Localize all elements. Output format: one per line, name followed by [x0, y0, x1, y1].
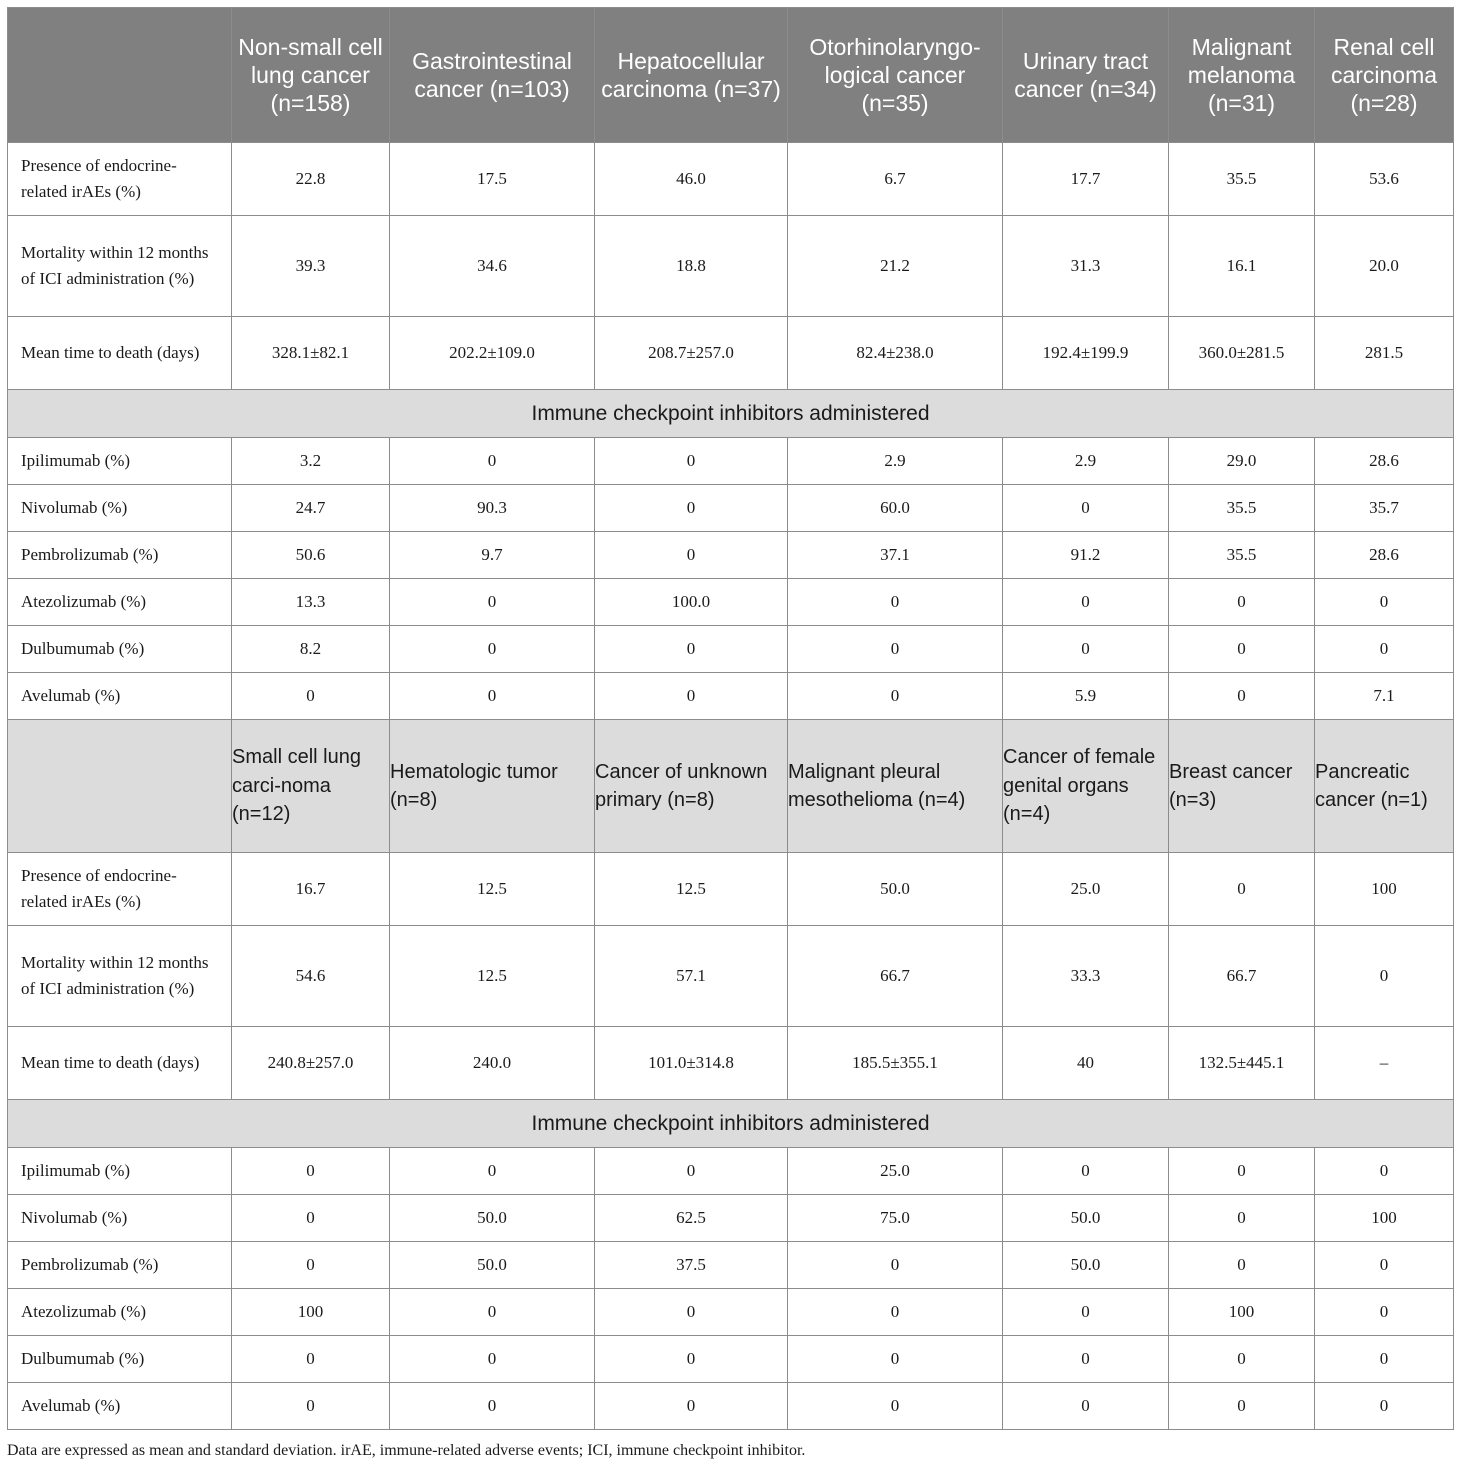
- table-footnote: Data are expressed as mean and standard deviation. irAE, immune-related adverse events; ICI, immune checkpoint inhibitor.: [7, 1442, 806, 1459]
- table-cell: 0: [1315, 579, 1454, 626]
- table-cell: 40: [1003, 1027, 1169, 1100]
- column-header: Cancer of unknown primary (n=8): [595, 720, 788, 853]
- table-cell: 100: [232, 1289, 390, 1336]
- table-cell: 0: [390, 1148, 595, 1195]
- row-label: Dulbumumab (%): [8, 626, 232, 673]
- table-row: [8, 143, 1454, 216]
- table-cell: 66.7: [788, 926, 1003, 1027]
- table-cell: 46.0: [595, 143, 788, 216]
- table-cell: 208.7±257.0: [595, 317, 788, 390]
- header-corner: [8, 720, 232, 853]
- table-cell: 50.0: [1003, 1242, 1169, 1289]
- row-label: Nivolumab (%): [8, 1195, 232, 1242]
- column-header: Urinary tract cancer (n=34): [1003, 8, 1169, 143]
- table-cell: 16.1: [1169, 216, 1315, 317]
- cancer-type-table: [7, 7, 1454, 1430]
- table-cell: 100: [1315, 1195, 1454, 1242]
- table-row: [8, 1242, 1454, 1289]
- table-cell: 132.5±445.1: [1169, 1027, 1315, 1100]
- table-cell: 9.7: [390, 532, 595, 579]
- table-cell: 0: [232, 1336, 390, 1383]
- table-row: [8, 532, 1454, 579]
- table-cell: 25.0: [788, 1148, 1003, 1195]
- table-row: [8, 1336, 1454, 1383]
- table-cell: 185.5±355.1: [788, 1027, 1003, 1100]
- table-cell: 0: [595, 1383, 788, 1430]
- table-cell: 0: [595, 1148, 788, 1195]
- table-cell: 101.0±314.8: [595, 1027, 788, 1100]
- table-cell: 25.0: [1003, 853, 1169, 926]
- table-cell: 18.8: [595, 216, 788, 317]
- column-header: Cancer of female genital organs (n=4): [1003, 720, 1169, 853]
- column-header: Non-small cell lung cancer (n=158): [232, 8, 390, 143]
- row-label: Nivolumab (%): [8, 485, 232, 532]
- table-cell: 0: [390, 579, 595, 626]
- table-cell: 0: [1169, 1148, 1315, 1195]
- table-row: [8, 1289, 1454, 1336]
- column-header: Pancreatic cancer (n=1): [1315, 720, 1454, 853]
- table-cell: 8.2: [232, 626, 390, 673]
- table-cell: 0: [595, 532, 788, 579]
- table-cell: 35.5: [1169, 143, 1315, 216]
- table-cell: 75.0: [788, 1195, 1003, 1242]
- table-cell: 0: [1169, 1336, 1315, 1383]
- table-cell: 12.5: [390, 926, 595, 1027]
- table-cell: 0: [788, 1289, 1003, 1336]
- table-cell: 0: [595, 1336, 788, 1383]
- table-cell: 17.5: [390, 143, 595, 216]
- column-header: Malignant melanoma (n=31): [1169, 8, 1315, 143]
- section-label: Immune checkpoint inhibitors administered: [8, 1100, 1454, 1148]
- row-label: Pembrolizumab (%): [8, 532, 232, 579]
- table-cell: 62.5: [595, 1195, 788, 1242]
- table-row: [8, 673, 1454, 720]
- table-cell: 0: [788, 626, 1003, 673]
- table-cell: 0: [595, 1289, 788, 1336]
- table-cell: 0: [1003, 1148, 1169, 1195]
- table-cell: 13.3: [232, 579, 390, 626]
- table-cell: 37.5: [595, 1242, 788, 1289]
- header-row-bottom: [8, 720, 1454, 853]
- table-cell: 0: [1003, 1336, 1169, 1383]
- bottom-stats-body: [8, 853, 1454, 1100]
- table-cell: 37.1: [788, 532, 1003, 579]
- column-header: Malignant pleural mesothelioma (n=4): [788, 720, 1003, 853]
- table-cell: 0: [1003, 1289, 1169, 1336]
- table-cell: 0: [595, 626, 788, 673]
- column-header: Hematologic tumor (n=8): [390, 720, 595, 853]
- table-row: [8, 1383, 1454, 1430]
- table-cell: 28.6: [1315, 438, 1454, 485]
- table-cell: 0: [232, 1242, 390, 1289]
- table-cell: 0: [788, 673, 1003, 720]
- row-label: Avelumab (%): [8, 673, 232, 720]
- table-cell: 0: [1315, 1336, 1454, 1383]
- table-row: [8, 579, 1454, 626]
- table-cell: 240.0: [390, 1027, 595, 1100]
- table-cell: 50.6: [232, 532, 390, 579]
- table-row: [8, 1027, 1454, 1100]
- table-row: [8, 1148, 1454, 1195]
- table-cell: 50.0: [1003, 1195, 1169, 1242]
- table-cell: 0: [1315, 926, 1454, 1027]
- row-label: Mean time to death (days): [8, 317, 232, 390]
- table-cell: 50.0: [390, 1242, 595, 1289]
- table-cell: 281.5: [1315, 317, 1454, 390]
- table-cell: 34.6: [390, 216, 595, 317]
- table-cell: 6.7: [788, 143, 1003, 216]
- column-header: Otorhinolaryngo-logical cancer (n=35): [788, 8, 1003, 143]
- section-row: [8, 390, 1454, 438]
- table-cell: 0: [390, 1289, 595, 1336]
- table-cell: 240.8±257.0: [232, 1027, 390, 1100]
- table-cell: 3.2: [232, 438, 390, 485]
- table-cell: 192.4±199.9: [1003, 317, 1169, 390]
- table-cell: 35.5: [1169, 485, 1315, 532]
- table-cell: 0: [1169, 1242, 1315, 1289]
- row-label: Atezolizumab (%): [8, 1289, 232, 1336]
- table-cell: 0: [1315, 1383, 1454, 1430]
- table-cell: 16.7: [232, 853, 390, 926]
- row-label: Mortality within 12 months of ICI administration (%): [8, 926, 232, 1027]
- row-label: Presence of endocrine-related irAEs (%): [8, 143, 232, 216]
- column-header: Small cell lung carci-noma (n=12): [232, 720, 390, 853]
- table-cell: 202.2±109.0: [390, 317, 595, 390]
- row-label: Dulbumumab (%): [8, 1336, 232, 1383]
- table-cell: 24.7: [232, 485, 390, 532]
- table-cell: 5.9: [1003, 673, 1169, 720]
- table-cell: 0: [390, 1383, 595, 1430]
- table-cell: 0: [390, 673, 595, 720]
- table-cell: 91.2: [1003, 532, 1169, 579]
- table-cell: –: [1315, 1027, 1454, 1100]
- row-label: Presence of endocrine-related irAEs (%): [8, 853, 232, 926]
- table-cell: 54.6: [232, 926, 390, 1027]
- table-cell: 0: [595, 673, 788, 720]
- table-row: [8, 926, 1454, 1027]
- table-cell: 21.2: [788, 216, 1003, 317]
- table-cell: 0: [232, 1383, 390, 1430]
- table-cell: 0: [232, 1148, 390, 1195]
- table-cell: 360.0±281.5: [1169, 317, 1315, 390]
- row-label: Atezolizumab (%): [8, 579, 232, 626]
- column-header: Hepatocellular carcinoma (n=37): [595, 8, 788, 143]
- table-cell: 0: [1003, 1383, 1169, 1430]
- table-cell: 31.3: [1003, 216, 1169, 317]
- table-cell: 0: [788, 1242, 1003, 1289]
- row-label: Mortality within 12 months of ICI administration (%): [8, 216, 232, 317]
- table-cell: 53.6: [1315, 143, 1454, 216]
- table-cell: 100: [1315, 853, 1454, 926]
- section-label: Immune checkpoint inhibitors administered: [8, 390, 1454, 438]
- header-corner: [8, 8, 232, 143]
- table-cell: 7.1: [1315, 673, 1454, 720]
- table-cell: 0: [232, 1195, 390, 1242]
- table-cell: 100: [1169, 1289, 1315, 1336]
- table-cell: 328.1±82.1: [232, 317, 390, 390]
- row-label: Avelumab (%): [8, 1383, 232, 1430]
- table-cell: 0: [1315, 626, 1454, 673]
- table-cell: 0: [1003, 485, 1169, 532]
- top-stats-body: [8, 143, 1454, 390]
- table-cell: 20.0: [1315, 216, 1454, 317]
- table-cell: 29.0: [1169, 438, 1315, 485]
- table-cell: 60.0: [788, 485, 1003, 532]
- row-label: Ipilimumab (%): [8, 438, 232, 485]
- table-row: [8, 485, 1454, 532]
- table-cell: 0: [788, 1336, 1003, 1383]
- table-row: [8, 626, 1454, 673]
- table-cell: 0: [390, 438, 595, 485]
- column-header: Gastrointestinal cancer (n=103): [390, 8, 595, 143]
- table-cell: 0: [1003, 579, 1169, 626]
- table-cell: 0: [1169, 579, 1315, 626]
- table-row: [8, 1195, 1454, 1242]
- table-cell: 12.5: [390, 853, 595, 926]
- table-cell: 0: [788, 579, 1003, 626]
- table-cell: 0: [1169, 1383, 1315, 1430]
- table-row: [8, 438, 1454, 485]
- table-cell: 35.7: [1315, 485, 1454, 532]
- column-header: Renal cell carcinoma (n=28): [1315, 8, 1454, 143]
- table-cell: 57.1: [595, 926, 788, 1027]
- table-cell: 0: [1169, 1195, 1315, 1242]
- table-cell: 28.6: [1315, 532, 1454, 579]
- table-cell: 0: [788, 1383, 1003, 1430]
- table-cell: 0: [390, 1336, 595, 1383]
- table-cell: 66.7: [1169, 926, 1315, 1027]
- table-cell: 100.0: [595, 579, 788, 626]
- table-cell: 90.3: [390, 485, 595, 532]
- table-cell: 17.7: [1003, 143, 1169, 216]
- table-cell: 82.4±238.0: [788, 317, 1003, 390]
- table-cell: 0: [1169, 626, 1315, 673]
- table-cell: 2.9: [788, 438, 1003, 485]
- table-cell: 12.5: [595, 853, 788, 926]
- table-cell: 50.0: [390, 1195, 595, 1242]
- bottom-ici-body: [8, 1148, 1454, 1430]
- row-label: Pembrolizumab (%): [8, 1242, 232, 1289]
- table-cell: 50.0: [788, 853, 1003, 926]
- table-cell: 33.3: [1003, 926, 1169, 1027]
- section-row: [8, 1100, 1454, 1148]
- table-cell: 0: [1315, 1289, 1454, 1336]
- row-label: Ipilimumab (%): [8, 1148, 232, 1195]
- table-cell: 0: [1315, 1148, 1454, 1195]
- table-cell: 0: [232, 673, 390, 720]
- table-cell: 0: [1169, 853, 1315, 926]
- table-cell: 39.3: [232, 216, 390, 317]
- table-cell: 0: [1315, 1242, 1454, 1289]
- table-cell: 2.9: [1003, 438, 1169, 485]
- table-cell: 0: [595, 485, 788, 532]
- table-cell: 0: [390, 626, 595, 673]
- table-cell: 0: [1169, 673, 1315, 720]
- table-row: [8, 216, 1454, 317]
- table-cell: 0: [1003, 626, 1169, 673]
- column-header: Breast cancer (n=3): [1169, 720, 1315, 853]
- row-label: Mean time to death (days): [8, 1027, 232, 1100]
- top-ici-body: [8, 438, 1454, 720]
- header-row-top: [8, 8, 1454, 143]
- table-row: [8, 853, 1454, 926]
- table-cell: 35.5: [1169, 532, 1315, 579]
- table-row: [8, 317, 1454, 390]
- table-cell: 22.8: [232, 143, 390, 216]
- table-cell: 0: [595, 438, 788, 485]
